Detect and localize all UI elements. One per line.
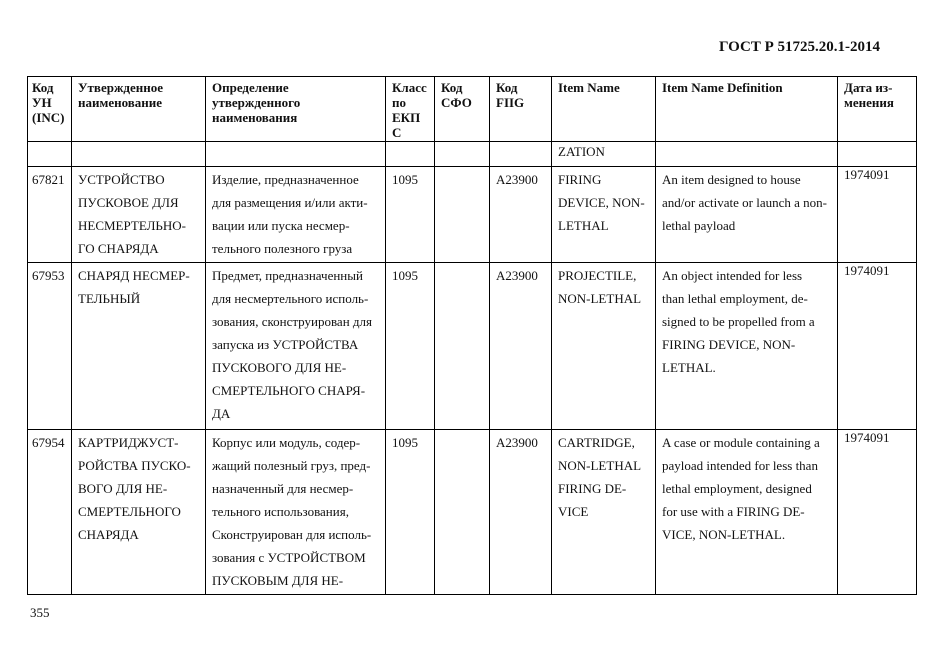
header-line: утвержденного <box>212 95 301 110</box>
cell-fiig <box>490 430 552 595</box>
cell-line: УСТРОЙСТВО <box>78 172 165 187</box>
cell-line: than lethal employment, de- <box>662 291 808 306</box>
cell-change-date <box>838 430 917 595</box>
cell-empty <box>435 142 490 167</box>
cell-definition <box>206 263 386 430</box>
cell-line: НЕСМЕРТЕЛЬНО- <box>78 218 186 233</box>
cell-approved-name <box>72 430 206 595</box>
cell-line: PROJECTILE, <box>558 268 637 283</box>
cell-inc <box>28 263 72 430</box>
cell-line: жащий полезный груз, пред- <box>212 458 371 473</box>
cell-change-date <box>838 263 917 430</box>
cell-class <box>386 167 435 263</box>
cell-line: СМЕРТЕЛЬНОГО СНАРЯ- <box>212 383 366 398</box>
cell-line: Предмет, предназначенный <box>212 268 363 283</box>
header-sfo <box>435 77 490 142</box>
cell-line: для размещения и/или акти- <box>212 195 368 210</box>
cell-line: ПУСКОВЫМ ДЛЯ НЕ- <box>212 573 344 588</box>
cell-line: NON-LETHAL <box>558 291 642 306</box>
header-line: наименования <box>212 110 298 125</box>
cell-empty <box>72 142 206 167</box>
cell-line: СНАРЯД НЕСМЕР- <box>78 268 190 283</box>
header-line: Определение <box>212 80 289 95</box>
cell-line: РОЙСТВА ПУСКО- <box>78 458 191 473</box>
header-line: С <box>392 125 402 140</box>
cell-approved-name <box>72 167 206 263</box>
cell-line: LETHAL <box>558 218 609 233</box>
cell-line: LETHAL. <box>662 360 716 375</box>
cell-line: FIRING DEVICE, NON- <box>662 337 796 352</box>
cell-line: Сконструирован для исполь- <box>212 527 372 542</box>
header-item-name <box>552 77 656 142</box>
header-line: Item Name <box>558 80 620 95</box>
cell-line: A23900 <box>496 435 538 450</box>
table-header-row <box>28 77 917 142</box>
header-line: УН <box>32 95 52 110</box>
cell-line: 67953 <box>32 268 65 283</box>
cell-line: A case or module containing a <box>662 435 820 450</box>
cell-item-name-definition <box>656 430 838 595</box>
cell-empty <box>490 142 552 167</box>
standard-code: ГОСТ Р 51725.20.1-2014 <box>719 39 881 55</box>
cell-class <box>386 263 435 430</box>
cell-line: NON-LETHAL <box>558 458 642 473</box>
header-line: Item Name Definition <box>662 80 783 95</box>
cell-line: КАРТРИДЖУСТ- <box>78 435 179 450</box>
cell-definition <box>206 430 386 595</box>
data-table <box>27 76 917 595</box>
header-line: Код <box>496 80 518 95</box>
cell-line: тельного полезного груза <box>212 241 353 256</box>
header-line: наименование <box>78 95 163 110</box>
cell-line: тельного использования, <box>212 504 349 519</box>
cell-line: ZATION <box>558 144 605 159</box>
header-line: СФО <box>441 95 472 110</box>
header-line: Код <box>441 80 463 95</box>
cell-empty <box>386 142 435 167</box>
cell-line: ГО СНАРЯДА <box>78 241 159 256</box>
cell-line: назначенный для несмер- <box>212 481 354 496</box>
cell-line: 1974091 <box>844 430 890 445</box>
cell-line: DEVICE, NON- <box>558 195 645 210</box>
cell-line: ПУСКОВОЕ ДЛЯ <box>78 195 179 210</box>
cell-line: 1095 <box>392 172 418 187</box>
cell-fiig <box>490 263 552 430</box>
cell-line: lethal payload <box>662 218 736 233</box>
cell-line: Изделие, предназначенное <box>212 172 359 187</box>
cell-line: FIRING <box>558 172 602 187</box>
cell-line: An item designed to house <box>662 172 801 187</box>
table-row <box>28 167 917 263</box>
cell-line: 1974091 <box>844 167 890 182</box>
cell-approved-name <box>72 263 206 430</box>
cell-line: ВОГО ДЛЯ НЕ- <box>78 481 168 496</box>
cell-line: A23900 <box>496 172 538 187</box>
cell-fiig <box>490 167 552 263</box>
cell-empty <box>28 142 72 167</box>
cell-line: ДА <box>212 406 231 421</box>
header-line: менения <box>844 95 894 110</box>
cell-line: запуска из УСТРОЙСТВА <box>212 337 359 352</box>
cell-line: CARTRIDGE, <box>558 435 635 450</box>
cell-class <box>386 430 435 595</box>
header-line: Утвержденное <box>78 80 163 95</box>
cell-definition <box>206 167 386 263</box>
header-line: по <box>392 95 406 110</box>
header-line: ЕКП <box>392 110 421 125</box>
cell-change-date <box>838 167 917 263</box>
cell-line: вации или пуска несмер- <box>212 218 350 233</box>
cell-line: VICE, NON-LETHAL. <box>662 527 786 542</box>
cell-line: payload intended for less than <box>662 458 818 473</box>
cell-line: 1095 <box>392 435 418 450</box>
cell-line: ТЕЛЬНЫЙ <box>78 291 141 306</box>
cell-line: An object intended for less <box>662 268 803 283</box>
table-row <box>28 263 917 430</box>
header-inc <box>28 77 72 142</box>
page-number: 355 <box>30 605 50 620</box>
cell-line: 67954 <box>32 435 65 450</box>
header-class <box>386 77 435 142</box>
cell-line: зования с УСТРОЙСТВОМ <box>212 550 366 565</box>
header-line: Класс <box>392 80 427 95</box>
cell-line: 1974091 <box>844 263 890 278</box>
cell-line: lethal employment, designed <box>662 481 812 496</box>
header-line: (INC) <box>32 110 65 125</box>
cell-line: 1095 <box>392 268 418 283</box>
table-row <box>28 430 917 595</box>
cell-inc <box>28 167 72 263</box>
cell-item-name <box>552 167 656 263</box>
header-change-date <box>838 77 917 142</box>
cell-line: Корпус или модуль, содер- <box>212 435 361 450</box>
cell-item-name-definition <box>656 263 838 430</box>
cell-item-name <box>552 263 656 430</box>
header-line: FIIG <box>496 95 525 110</box>
cell-empty <box>838 142 917 167</box>
header-definition <box>206 77 386 142</box>
cell-sfo <box>435 263 490 430</box>
cell-line: FIRING DE- <box>558 481 627 496</box>
cell-line: ПУСКОВОГО ДЛЯ НЕ- <box>212 360 347 375</box>
cell-line: СМЕРТЕЛЬНОГО <box>78 504 181 519</box>
cell-inc <box>28 430 72 595</box>
cell-line: для несмертельного исполь- <box>212 291 369 306</box>
cell-line: 67821 <box>32 172 65 187</box>
cell-line: and/or activate or launch a non- <box>662 195 827 210</box>
cell-empty <box>656 142 838 167</box>
cell-item-name-definition <box>656 167 838 263</box>
cell-line: зования, сконструирован для <box>212 314 372 329</box>
cell-item-name <box>552 430 656 595</box>
cell-line: A23900 <box>496 268 538 283</box>
continuation-row <box>28 142 917 167</box>
header-line: Код <box>32 80 54 95</box>
cell-line: for use with a FIRING DE- <box>662 504 805 519</box>
header-fiig <box>490 77 552 142</box>
header-line: Дата из- <box>844 80 893 95</box>
cell-empty <box>206 142 386 167</box>
header-item-name-definition <box>656 77 838 142</box>
header-approved-name <box>72 77 206 142</box>
cell-line: VICE <box>558 504 589 519</box>
cell-line: СНАРЯДА <box>78 527 139 542</box>
cell-item-name <box>552 142 656 167</box>
cell-line: signed to be propelled from a <box>662 314 815 329</box>
cell-sfo <box>435 167 490 263</box>
cell-sfo <box>435 430 490 595</box>
